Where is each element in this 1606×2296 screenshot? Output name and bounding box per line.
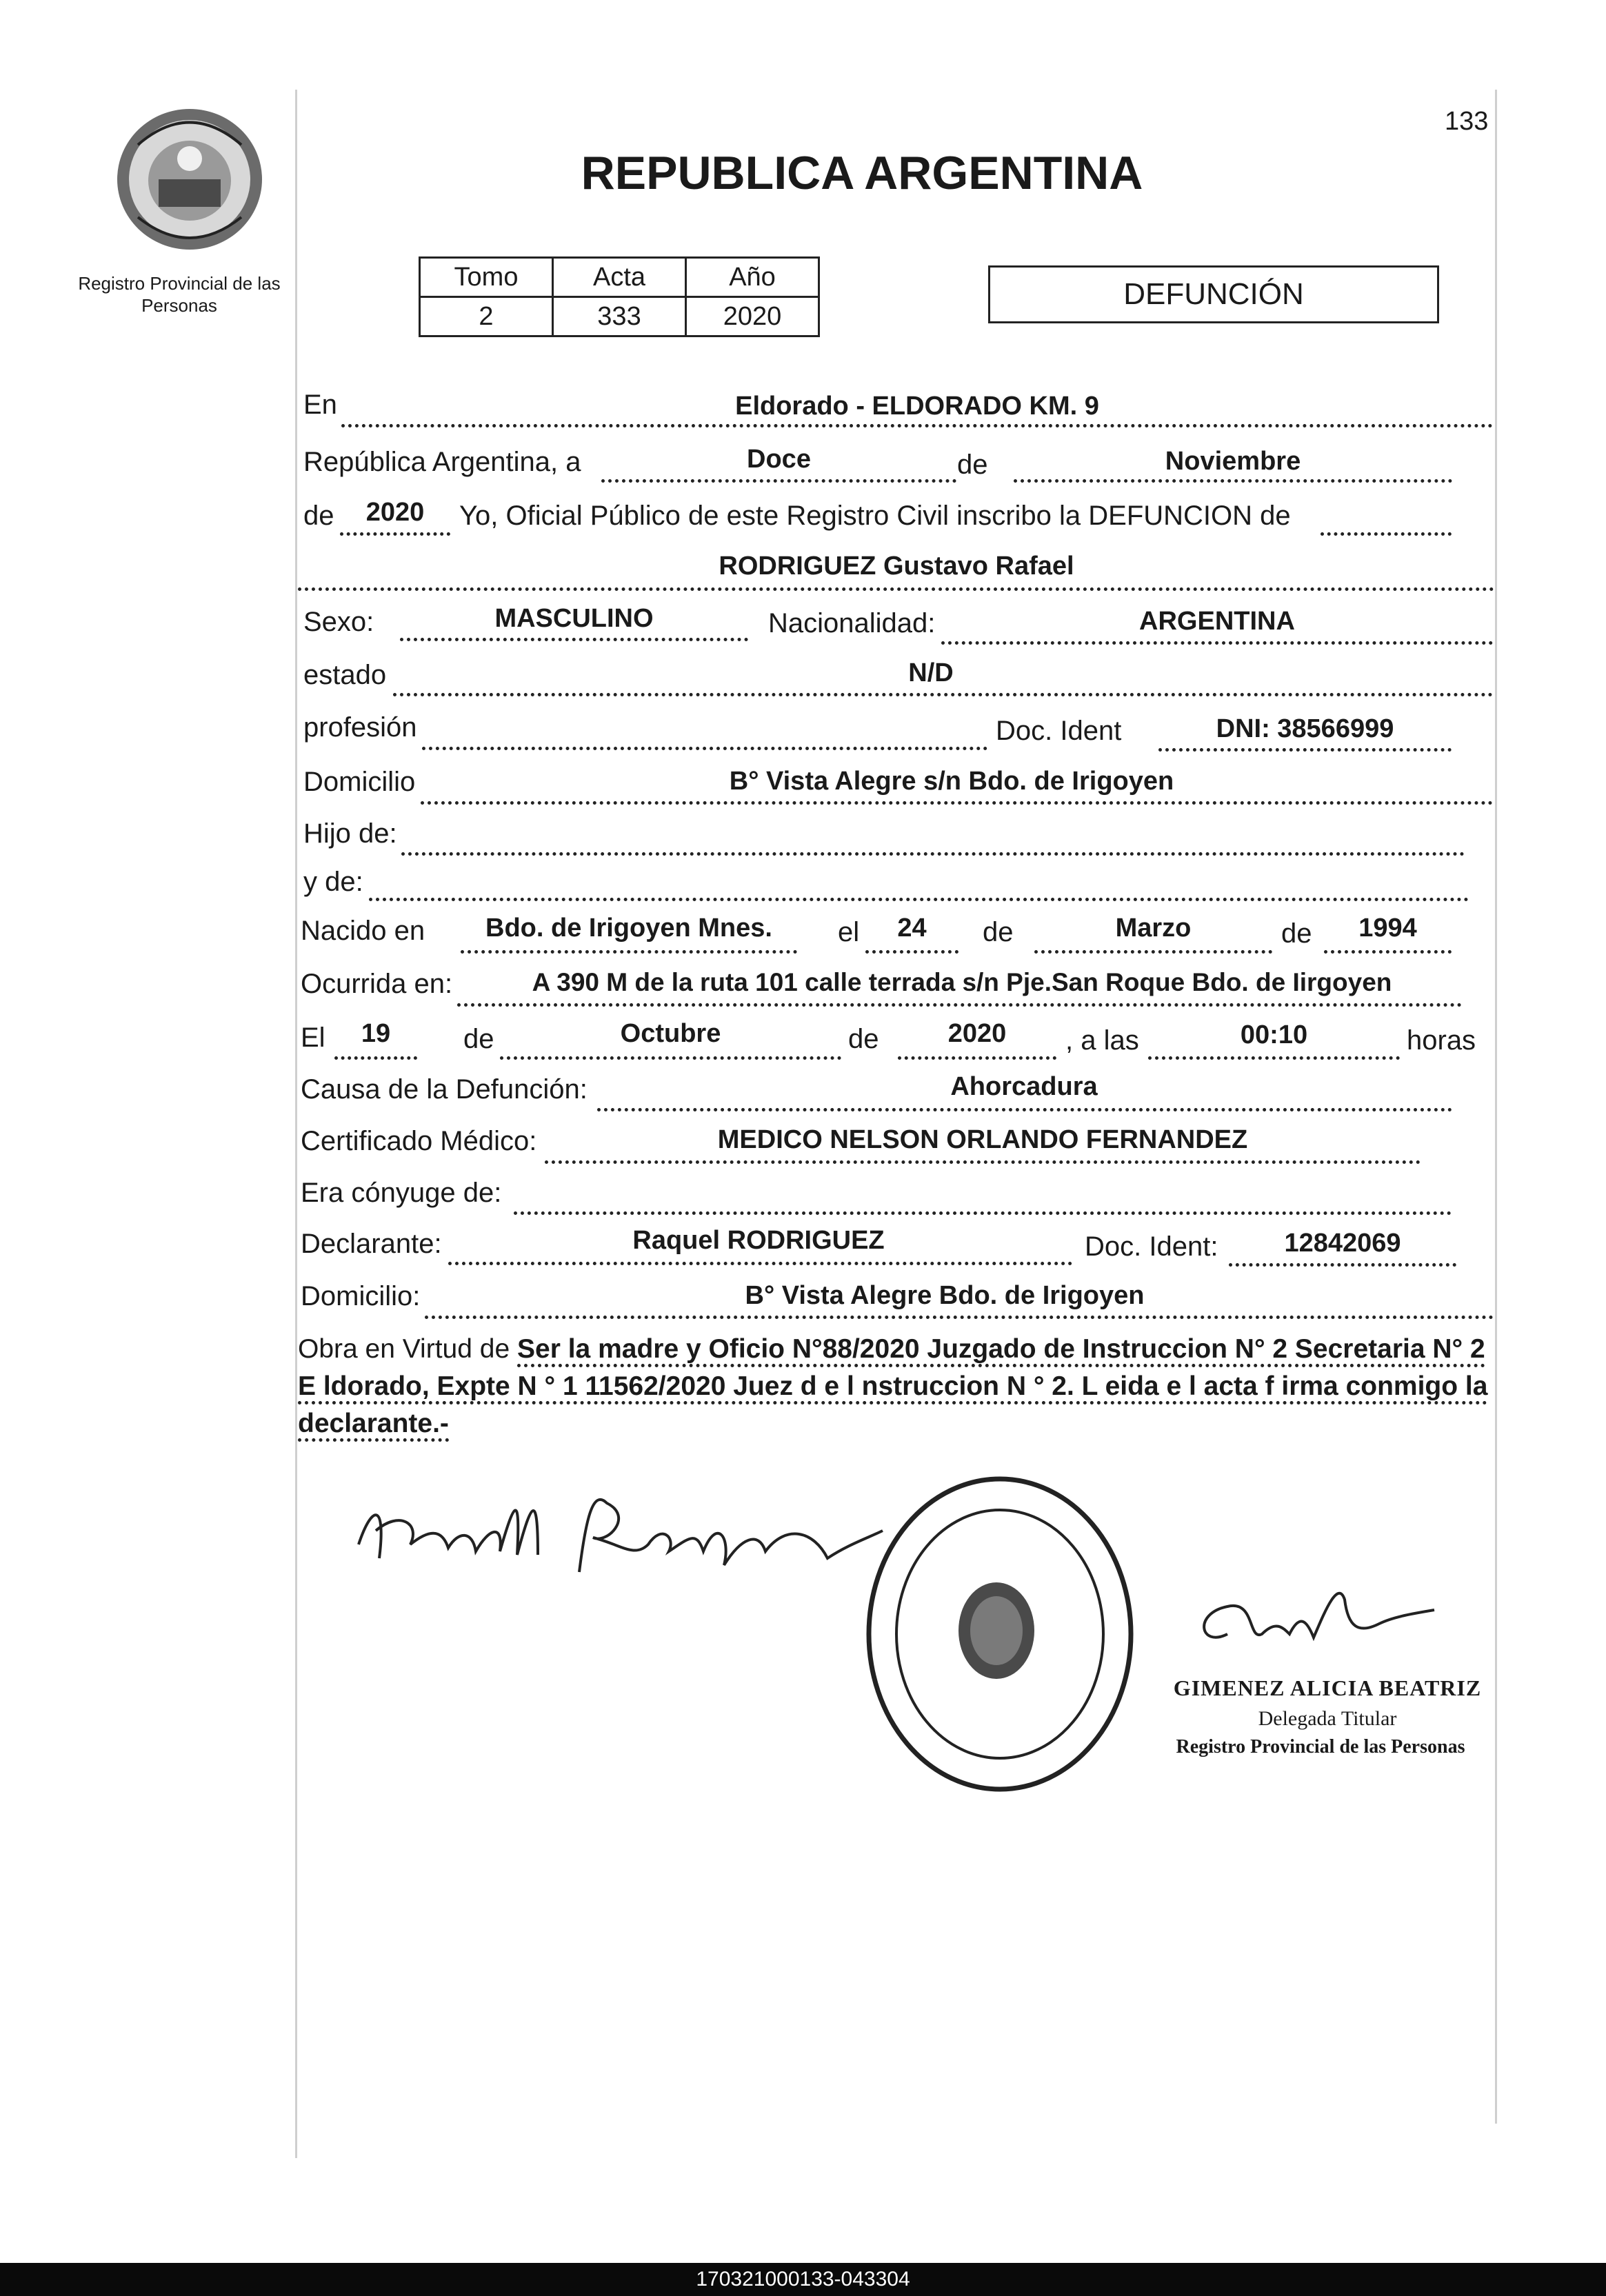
domicilio-line	[421, 801, 1493, 805]
official-signature	[1186, 1572, 1462, 1669]
def-anio-value: 2020	[947, 1019, 1007, 1048]
domicilio-label: Domicilio	[303, 767, 416, 797]
header-tomo: Tomo	[420, 258, 553, 297]
nac-mes-line	[1034, 950, 1272, 954]
en-label: En	[303, 390, 337, 420]
doc-ident-label: Doc. Ident	[996, 716, 1122, 746]
nombre-value: RODRIGUEZ Gustavo Rafael	[719, 552, 1074, 581]
nacionalidad-value: ARGENTINA	[1139, 607, 1295, 636]
el2-label: El	[301, 1023, 325, 1053]
province-seal	[110, 103, 269, 255]
sexo-line	[400, 638, 748, 641]
nac-dia-value: 24	[897, 914, 927, 943]
nac-mes-value: Marzo	[1115, 914, 1192, 943]
estado-value: N/D	[908, 658, 954, 687]
mes-line	[1014, 479, 1452, 483]
official-name: GIMENEZ ALICIA BEATRIZ	[1173, 1675, 1482, 1700]
mes-value: Noviembre	[1165, 447, 1301, 476]
sexo-label: Sexo:	[303, 607, 374, 637]
def-mes-value: Octubre	[620, 1019, 721, 1048]
nacionalidad-line	[941, 641, 1493, 645]
nac-de-label: de	[983, 917, 1014, 947]
registry-label: Registro Provincial de las Personas	[78, 273, 281, 316]
hora-line	[1148, 1056, 1400, 1060]
horas-label: horas	[1407, 1025, 1476, 1056]
value-tomo: 2	[420, 297, 553, 336]
record-type-box	[988, 265, 1439, 323]
obra-paragraph	[298, 1331, 1491, 1442]
header-anio: Año	[686, 258, 819, 297]
official-office: Registro Provincial de las Personas	[1176, 1736, 1465, 1758]
nacido-line	[461, 950, 797, 954]
footer-code: 170321000133-043304	[696, 2268, 910, 2290]
right-margin-line	[1495, 90, 1497, 2124]
official-stamp	[855, 1469, 1145, 1800]
de-label: de	[957, 450, 988, 480]
record-table	[419, 256, 820, 337]
domicilio-value: B° Vista Alegre s/n Bdo. de Irigoyen	[729, 767, 1174, 796]
dia-line	[601, 479, 956, 483]
oficial-line	[1321, 532, 1452, 536]
decl-doc-label: Doc. Ident:	[1085, 1231, 1218, 1262]
def-dia-line	[334, 1056, 417, 1060]
declarante-line	[448, 1262, 1072, 1265]
conyuge-line	[514, 1211, 1452, 1215]
def-de2-label: de	[848, 1024, 879, 1054]
certificado-label: Certificado Médico:	[301, 1126, 537, 1156]
estado-label: estado	[303, 660, 387, 690]
de2-label: de	[303, 501, 334, 531]
declarante-label: Declarante:	[301, 1229, 442, 1259]
decl-doc-value: 12842069	[1284, 1229, 1401, 1258]
en-line	[341, 424, 1493, 427]
profesion-label: profesión	[303, 712, 417, 743]
conyuge-label: Era cónyuge de:	[301, 1178, 502, 1208]
nacionalidad-label: Nacionalidad:	[768, 608, 936, 638]
estado-line	[393, 693, 1493, 696]
nac-dia-line	[865, 950, 958, 954]
footer-bar	[0, 2263, 1606, 2296]
hijo-label: Hijo de:	[303, 818, 397, 849]
anio-line	[340, 532, 450, 536]
alas-label: , a las	[1065, 1025, 1139, 1056]
hijo-line	[401, 852, 1465, 856]
left-margin-line	[295, 90, 297, 2158]
record-type: DEFUNCIÓN	[1123, 277, 1304, 311]
hora-value: 00:10	[1240, 1020, 1308, 1049]
profesion-line	[422, 747, 987, 750]
page-number: 133	[1445, 107, 1489, 136]
ocurrida-value: A 390 M de la ruta 101 calle terrada s/n Pje.San Roque Bdo. de Iirgoyen	[532, 968, 1392, 996]
oficial-text: Yo, Oficial Público de este Registro Civil inscribo la DEFUNCION de	[459, 501, 1291, 531]
ocurrida-line	[457, 1003, 1462, 1007]
decl-domicilio-line	[425, 1316, 1494, 1319]
value-anio: 2020	[686, 297, 819, 336]
causa-line	[597, 1108, 1452, 1111]
def-mes-line	[500, 1056, 841, 1060]
republica-label: República Argentina, a	[303, 447, 581, 477]
declarante-signature	[345, 1462, 896, 1586]
nombre-line	[298, 587, 1494, 591]
obra-label: Obra en Virtud de	[298, 1334, 510, 1364]
en-value: Eldorado - ELDORADO KM. 9	[735, 392, 1099, 421]
certificado-line	[545, 1160, 1421, 1164]
nac-anio-value: 1994	[1358, 914, 1417, 943]
el-label: el	[838, 917, 860, 947]
yde-line	[369, 898, 1469, 901]
dia-value: Doce	[747, 445, 811, 474]
value-acta: 333	[553, 297, 686, 336]
sexo-value: MASCULINO	[494, 604, 654, 633]
def-de-label: de	[463, 1024, 494, 1054]
doc-ident-line	[1158, 748, 1452, 752]
ocurrida-label: Ocurrida en:	[301, 969, 453, 999]
certificado-value: MEDICO NELSON ORLANDO FERNANDEZ	[717, 1125, 1248, 1154]
nacido-value: Bdo. de Irigoyen Mnes.	[485, 914, 772, 943]
anio-value: 2020	[365, 498, 425, 527]
causa-value: Ahorcadura	[950, 1072, 1098, 1101]
def-dia-value: 19	[361, 1019, 391, 1048]
obra-value: Ser la madre y Oficio N°88/2020 Juzgado de Instruccion N° 2 Secretaria N° 2 E ldorado, Expte N ° 1 11562/2020 Juez d e l nstruccion N ° 2. L eida e l acta f irma conmigo la declarante.-	[298, 1334, 1487, 1442]
doc-ident-value: DNI: 38566999	[1216, 714, 1394, 743]
declarante-value: Raquel RODRIGUEZ	[632, 1226, 885, 1255]
causa-label: Causa de la Defunción:	[301, 1074, 588, 1105]
nac-de2-label: de	[1281, 918, 1312, 949]
decl-domicilio-label: Domicilio:	[301, 1281, 421, 1311]
decl-doc-line	[1229, 1263, 1456, 1267]
official-role: Delegada Titular	[1258, 1707, 1397, 1730]
def-anio-line	[898, 1056, 1056, 1060]
header-acta: Acta	[553, 258, 686, 297]
decl-domicilio-value: B° Vista Alegre Bdo. de Irigoyen	[745, 1281, 1145, 1310]
yde-label: y de:	[303, 867, 363, 897]
nac-anio-line	[1324, 950, 1452, 954]
nacido-label: Nacido en	[301, 916, 425, 946]
page-title: REPUBLICA ARGENTINA	[581, 147, 1143, 199]
